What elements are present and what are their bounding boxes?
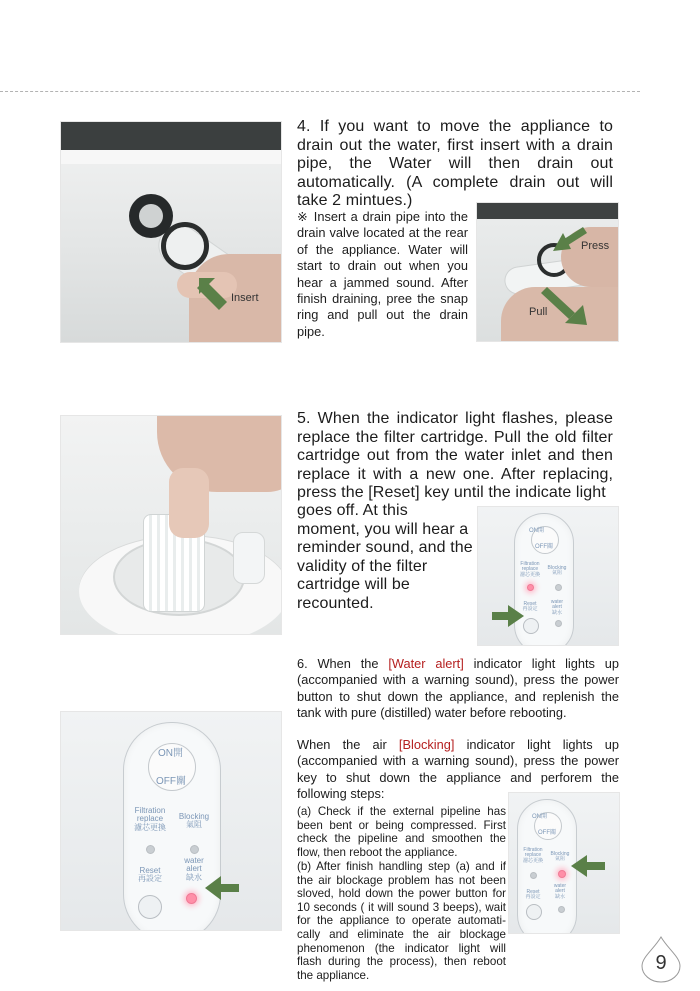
off-label: OFF關 (156, 776, 186, 787)
filtration-label: Filtration replace 濾芯更換 (522, 847, 543, 864)
drain-pipe-removal-photo (476, 202, 619, 342)
step-4-text: 4. If you want to move the appliance to drain out the water, first insert with a drain pipe, the Water will then drain out automatically. (A complete drain out will take 2 mintues.) (297, 118, 613, 210)
on-label: ON開 (529, 528, 545, 534)
on-label: ON開 (532, 814, 548, 820)
step-4-note: ※ Insert a drain pipe into the drain valve located at the rear of the appliance. Water will start to drain out when you hear a jammed sound. After finish draining, pree the snap ring and pull out the drain pipe. (297, 209, 468, 339)
water-alert-label: water alert 缺水 (550, 599, 564, 616)
control-panel-reset-image (477, 506, 619, 646)
dashed-divider (0, 91, 640, 92)
step-a-text: (a) Check if the external pipeline has been bent or being compressed. First check the pipeline and smoothen the flow, then reboot the appliance. (297, 805, 506, 859)
reset-label: Reset 再設定 (138, 866, 162, 884)
arrow-icon (197, 276, 231, 310)
arrow-icon (571, 855, 605, 877)
water-alert-indicator-light (555, 620, 562, 627)
filter-replacement-photo (60, 415, 282, 635)
reset-label: Reset 再設定 (522, 601, 538, 613)
water-alert-indicator-light (558, 906, 565, 913)
on-label: ON開 (158, 748, 183, 759)
control-panel-blocking-image (508, 792, 620, 934)
water-alert-indicator-light (186, 893, 197, 904)
step-6-blocking: When the air [Blocking] indicator light lights up (accompanied with a warning sound), press the power key to shut down the appliance and perforem the following steps: (297, 737, 619, 802)
arrow-icon (205, 876, 239, 900)
filter-indicator-light (146, 845, 155, 854)
drain-pipe-insert-photo (60, 121, 282, 343)
water-alert-highlight: [Water alert] (388, 656, 464, 671)
blocking-label: Blocking 氣阻 (547, 565, 567, 577)
water-alert-label: water alert 缺水 (184, 856, 204, 882)
water-alert-label: water alert 缺水 (553, 883, 567, 900)
control-panel-water-alert-image (60, 711, 282, 931)
blocking-indicator-light (555, 584, 562, 591)
page-number: 9 (655, 952, 667, 974)
pull-label: Pull (529, 306, 548, 318)
step-b-text: (b) After finish handling step (a) and if the air blockage problem has not been sloved, hold down the power button for 10 seconds ( it will sound 3 beeps), wait for the appliance to operate automati-cally and eliminate the air blockage phenomenon (the indicator light will flash during the process), then reboot the appliance. (297, 860, 506, 982)
blocking-label: Blocking 氣阻 (178, 812, 210, 830)
arrow-icon (492, 605, 524, 627)
blocking-highlight: [Blocking] (398, 737, 455, 752)
insert-label: Insert (231, 292, 259, 304)
filter-indicator-light (527, 584, 534, 591)
off-label: OFF關 (538, 830, 556, 836)
reset-button[interactable] (526, 904, 542, 920)
step-6-water-alert: 6. When the [Water alert] indicator light lights up (accompanied with a warning sound), press the power button to shut down the appliance, and replenish the tank with pure (distilled) water before rebooting. (297, 656, 619, 721)
reset-button[interactable] (523, 618, 539, 634)
filtration-label: Filtration replace 濾芯更換 (519, 561, 540, 578)
step-5-text: 5. When the indicator light flashes, please replace the filter cartridge. Pull the old filter cartridge out from the water inlet and then replace it with a new one. After replacing, press the [Reset] key until the indicate light (297, 410, 613, 502)
filtration-label: Filtration replace 濾芯更換 (134, 806, 166, 832)
reset-button[interactable] (138, 895, 162, 919)
blocking-indicator-light (190, 845, 199, 854)
reset-label: Reset 再設定 (525, 889, 541, 901)
blocking-label: Blocking 氣阻 (550, 851, 570, 863)
blocking-indicator-light (558, 870, 566, 878)
press-label: Press (581, 240, 610, 252)
off-label: OFF關 (535, 544, 553, 550)
step-5-text-cont: goes off. At this moment, you will hear a reminder sound, and the validity of the filter cartridge will be recounted. (297, 502, 473, 612)
filter-indicator-light (530, 872, 537, 879)
